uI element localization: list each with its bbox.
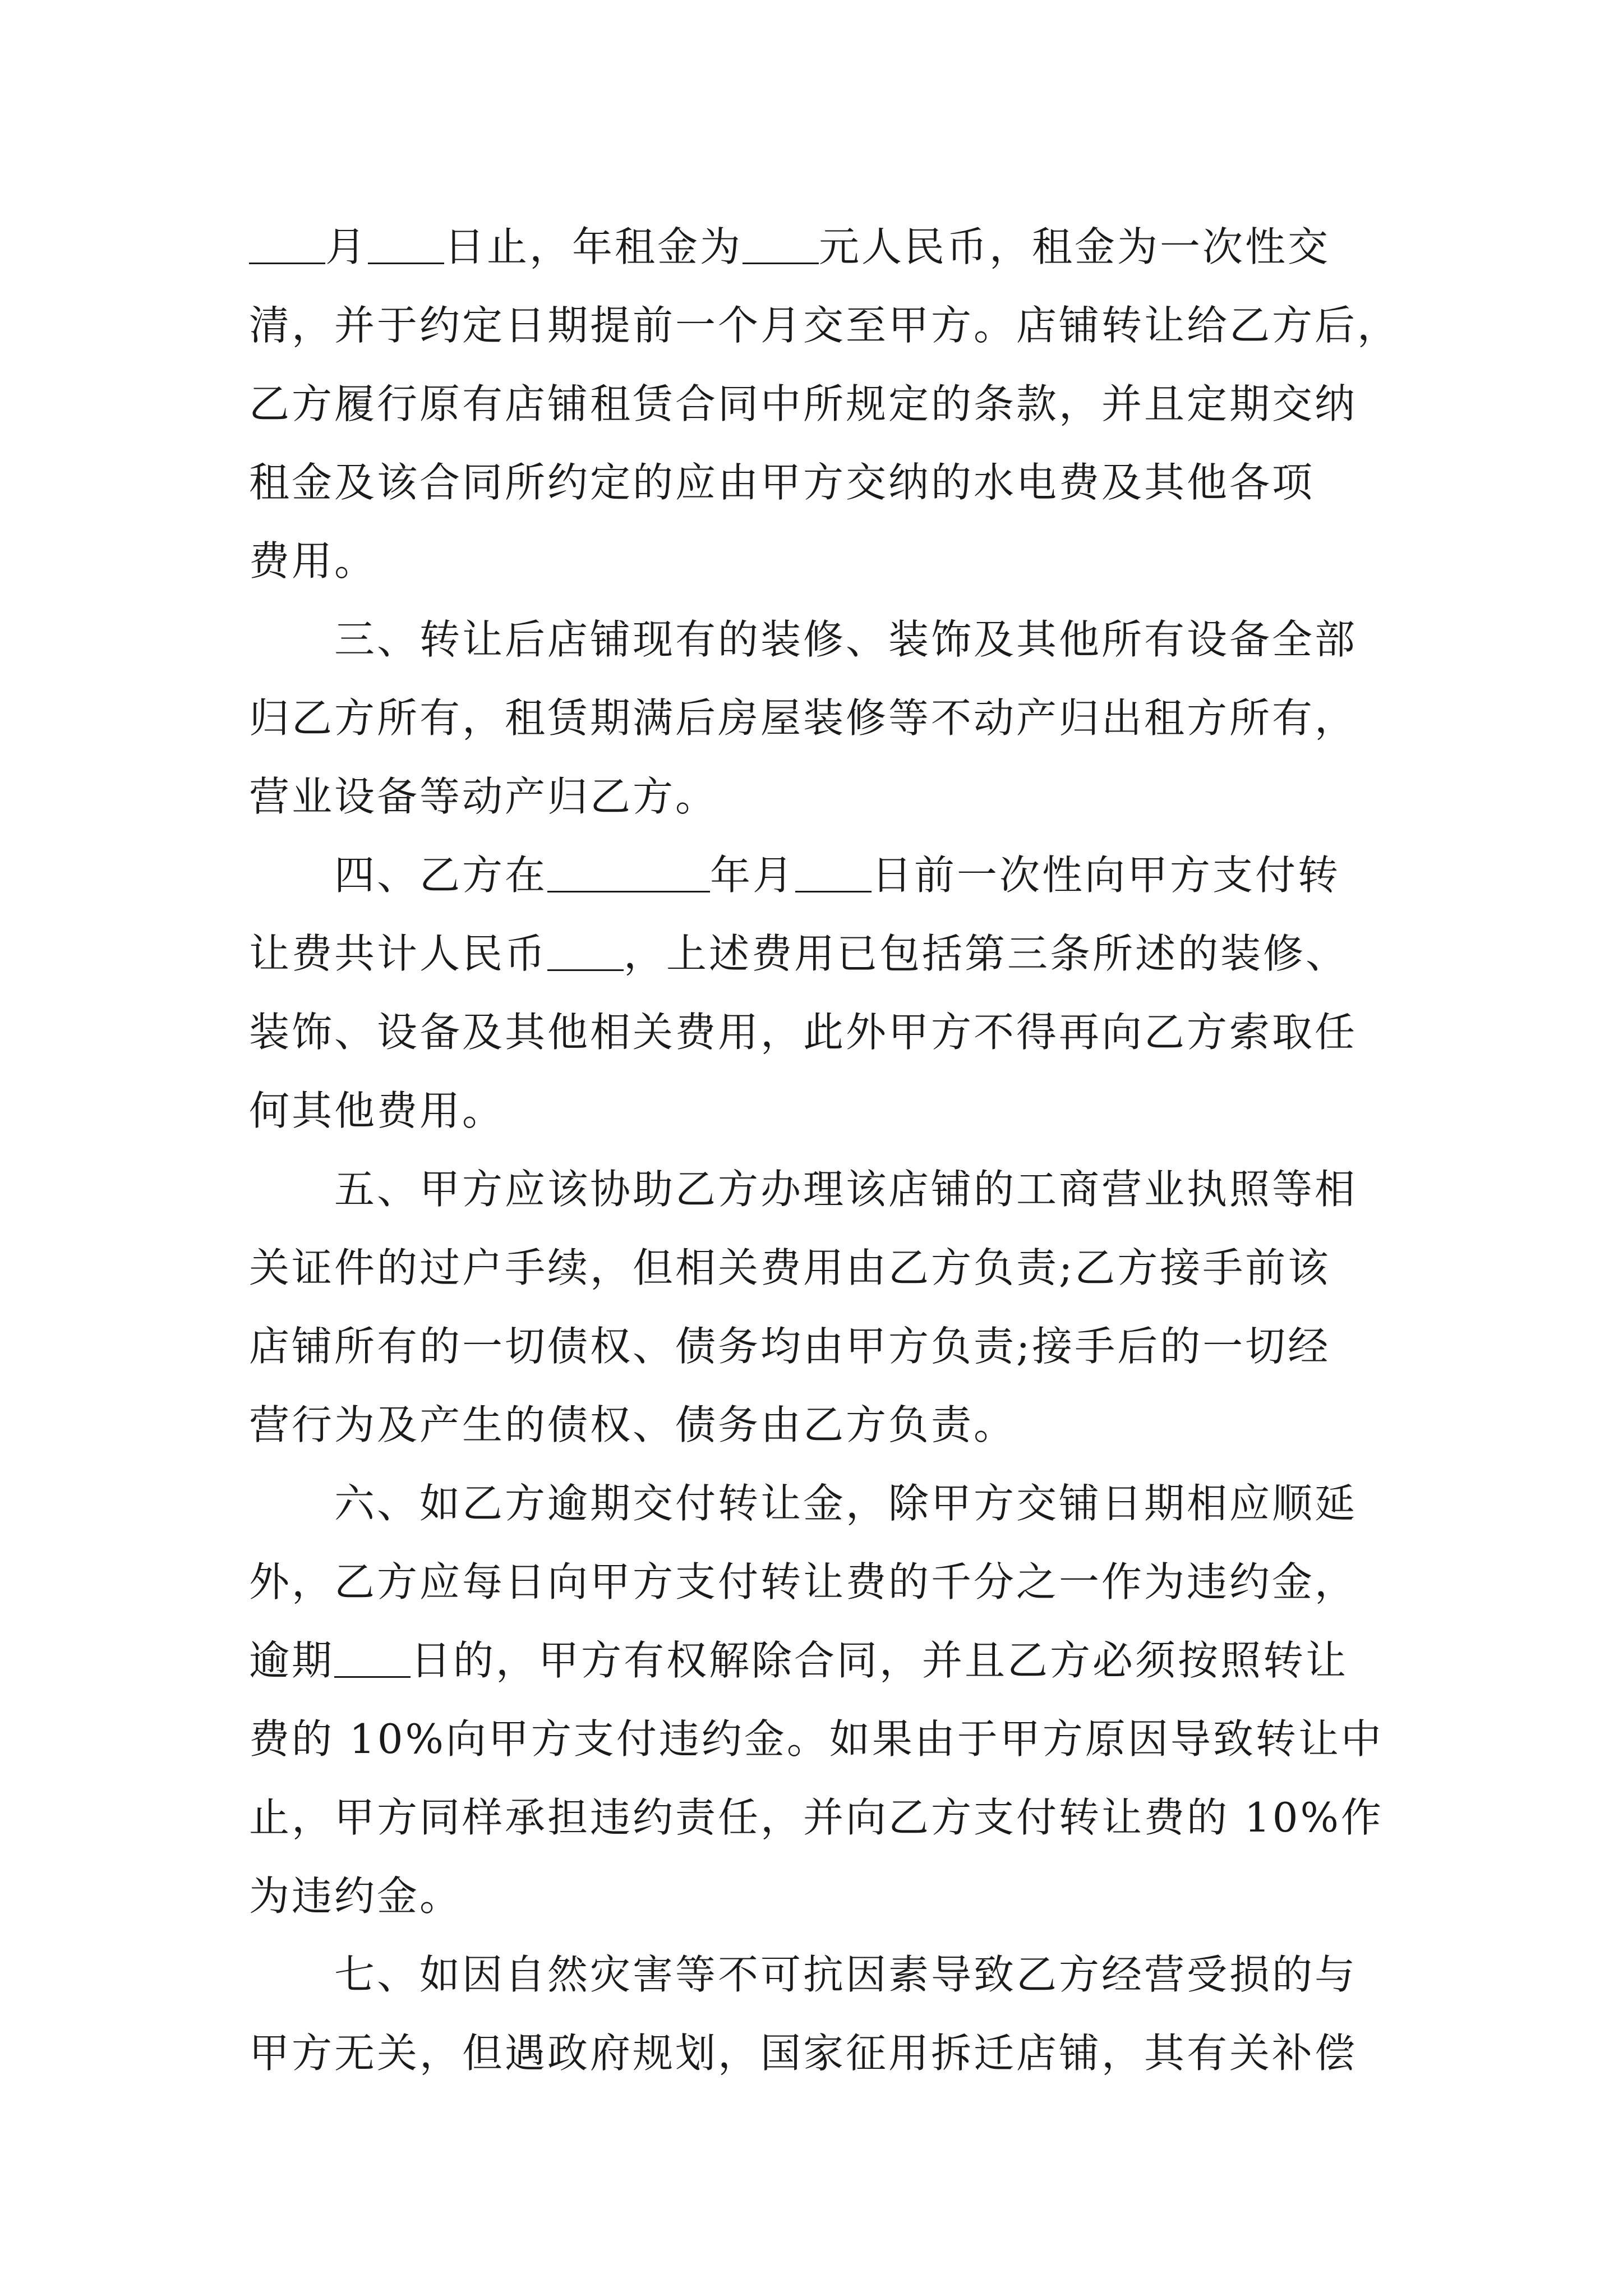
text-line: 装饰、设备及其他相关费用，此外甲方不得再向乙方索取任 bbox=[249, 1009, 1358, 1056]
text-line: 止，甲方同样承担违约责任，并向乙方支付转让费的 10%作 bbox=[249, 1794, 1384, 1841]
text-line: 营业设备等动产归乙方。 bbox=[249, 773, 718, 820]
blank-field bbox=[743, 228, 819, 264]
text-line: 甲方无关，但遇政府规划，国家征用拆迁店铺，其有关补偿 bbox=[249, 2030, 1358, 2077]
clause-4-start: 四、乙方在 年月 日前一次性向甲方支付转 bbox=[334, 852, 1341, 899]
blank-field bbox=[795, 856, 872, 892]
text-line: 何其他费用。 bbox=[249, 1087, 505, 1134]
text-line: 店铺所有的一切债权、债务均由甲方负责;接手后的一切经 bbox=[249, 1323, 1331, 1370]
text-line: 逾期 日的，甲方有权解除合同，并且乙方必须按照转让 bbox=[249, 1637, 1349, 1684]
clause-5-start: 五、甲方应该协助乙方办理该店铺的工商营业执照等相 bbox=[334, 1166, 1358, 1213]
text-line: 乙方履行原有店铺租赁合同中所规定的条款，并且定期交纳 bbox=[249, 380, 1358, 427]
blank-field bbox=[547, 935, 624, 971]
blank-field bbox=[368, 228, 444, 264]
text-line: 为违约金。 bbox=[249, 1872, 463, 1920]
text-line: 让费共计人民币 ，上述费用已包括第三条所述的装修、 bbox=[249, 930, 1349, 977]
text-line: 外，乙方应每日向甲方支付转让费的千分之一作为违约金， bbox=[249, 1558, 1358, 1605]
text-line: 归乙方所有，租赁期满后房屋装修等不动产归出租方所有， bbox=[249, 694, 1358, 742]
text-line: 清，并于约定日期提前一个月交至甲方。店铺转让给乙方后， bbox=[249, 302, 1400, 349]
clause-7-start: 七、如因自然灾害等不可抗因素导致乙方经营受损的与 bbox=[334, 1951, 1358, 1998]
document-body bbox=[249, 208, 1399, 2092]
clause-6-start: 六、如乙方逾期交付转让金，除甲方交铺日期相应顺延 bbox=[334, 1480, 1358, 1527]
clause-3-start: 三、转让后店铺现有的装修、装饰及其他所有设备全部 bbox=[334, 616, 1358, 663]
text-line: 费的 10%向甲方支付违约金。如果由于甲方原因导致转让中 bbox=[249, 1715, 1384, 1763]
text-line: 费用。 bbox=[249, 537, 377, 585]
text-line: 租金及该合同所约定的应由甲方交纳的水电费及其他各项 bbox=[249, 459, 1315, 506]
blank-field bbox=[249, 228, 325, 264]
text-line: 关证件的过户手续，但相关费用由乙方负责;乙方接手前该 bbox=[249, 1244, 1331, 1291]
text-line: 月 日止，年租金为 元人民币，租金为一次性交 bbox=[249, 208, 1399, 286]
blank-field bbox=[334, 1641, 411, 1678]
text-line: 营行为及产生的债权、债务由乙方负责。 bbox=[249, 1401, 1017, 1448]
blank-field bbox=[547, 856, 710, 892]
